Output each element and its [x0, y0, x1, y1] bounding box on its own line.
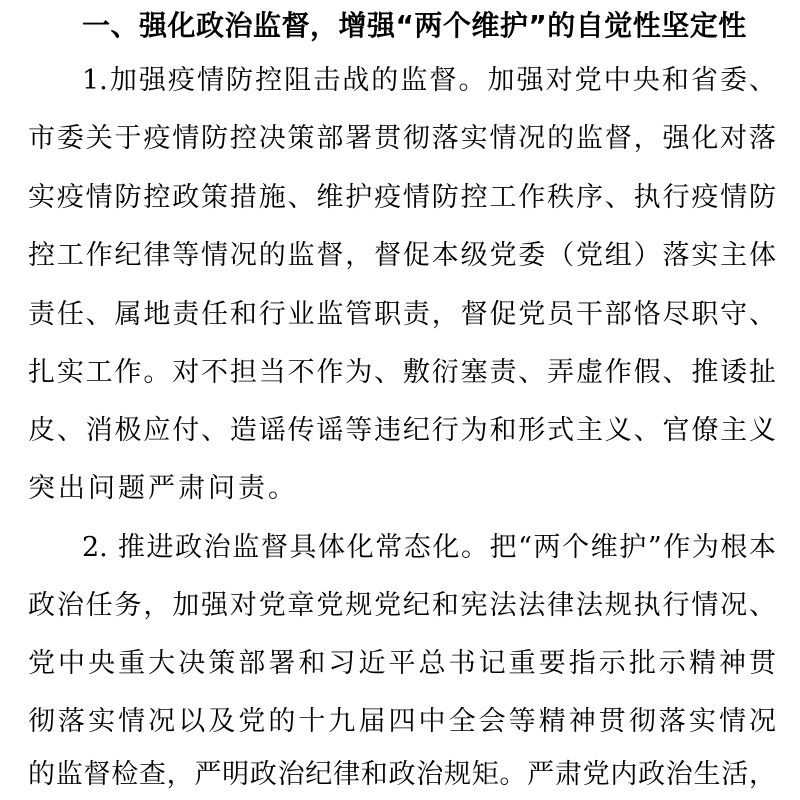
- paragraph-1-line-7: 皮、消极应付、造谣传谣等违纪行为和形式主义、官僚主义: [28, 415, 776, 446]
- paragraph-2-line-2: 政治任务，加强对党章党规党纪和宪法法律法规执行情况、: [28, 590, 776, 621]
- paragraph-2-line-1: 2. 推进政治监督具体化常态化。把“两个维护”作为根本: [82, 532, 776, 563]
- paragraph-2-line-5: 的监督检查，严明政治纪律和政治规矩。严肃党内政治生活，: [28, 759, 776, 790]
- section-heading: 一、强化政治监督，增强“两个维护”的自觉性坚定性: [82, 9, 747, 42]
- paragraph-1-line-4: 控工作纪律等情况的监督，督促本级党委（党组）落实主体: [28, 240, 776, 271]
- paragraph-2-line-3: 党中央重大决策部署和习近平总书记重要指示批示精神贯: [28, 648, 776, 679]
- paragraph-1-line-5: 责任、属地责任和行业监管职责，督促党员干部恪尽职守、: [28, 299, 776, 330]
- paragraph-1-line-8: 突出问题严肃问责。: [28, 473, 298, 504]
- paragraph-1-line-3: 实疫情防控政策措施、维护疫情防控工作秩序、执行疫情防: [28, 182, 776, 213]
- paragraph-1-line-6: 扎实工作。对不担当不作为、敷衍塞责、弄虚作假、推诿扯: [28, 357, 776, 388]
- paragraph-2-line-4: 彻落实情况以及党的十九届四中全会等精神贯彻落实情况: [28, 706, 776, 737]
- paragraph-1-line-1: 1.加强疫情防控阻击战的监督。加强对党中央和省委、: [82, 65, 776, 96]
- paragraph-1-line-2: 市委关于疫情防控决策部署贯彻落实情况的监督，强化对落: [28, 123, 776, 154]
